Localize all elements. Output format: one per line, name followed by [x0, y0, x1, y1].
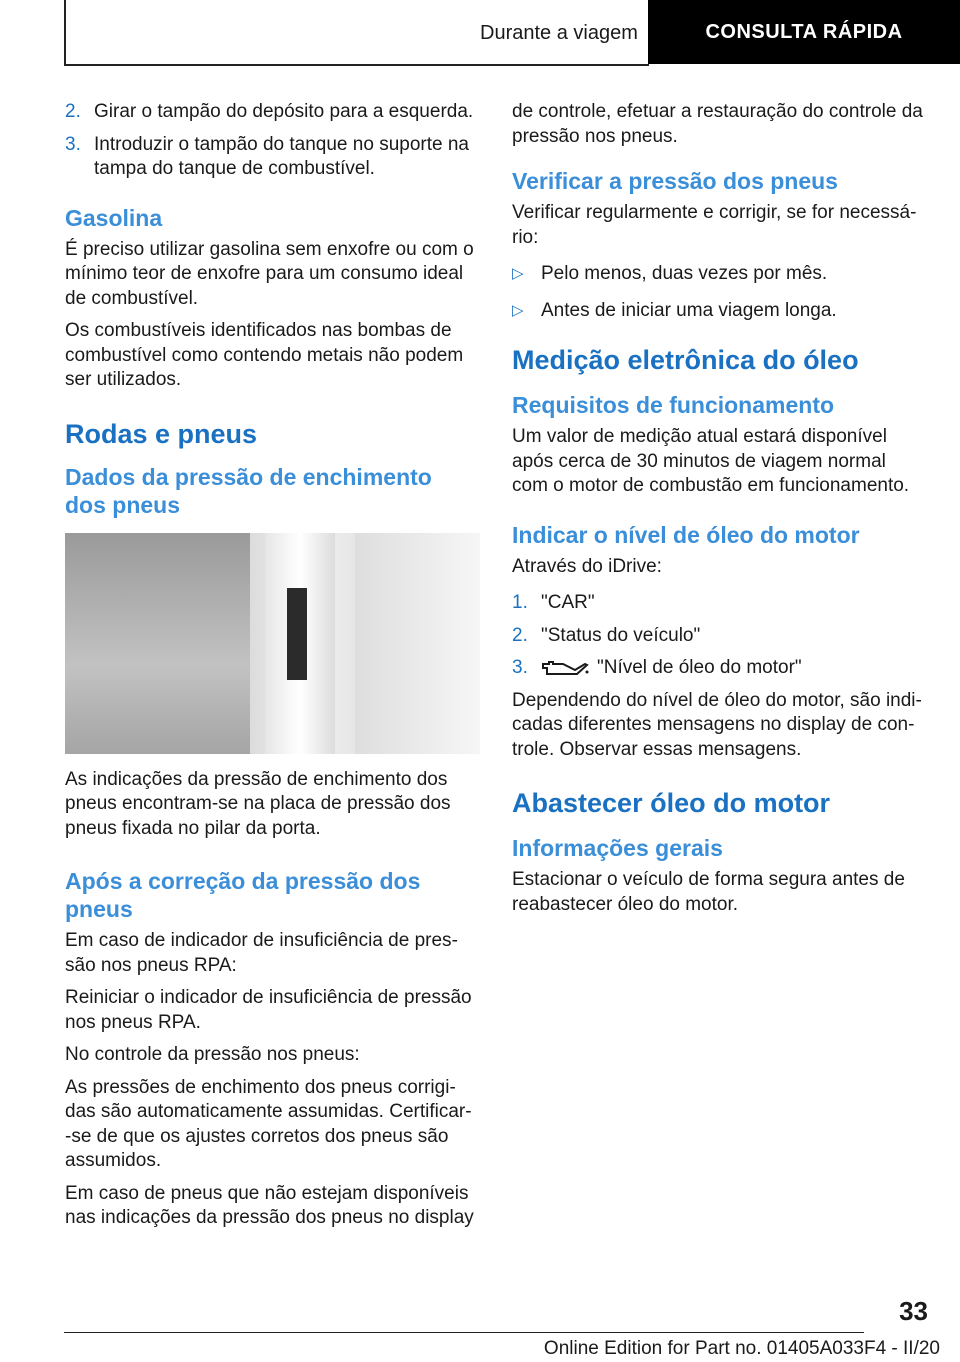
heading-verificar: Verificar a pressão dos pneus	[512, 168, 838, 194]
paragraph: de controle, efetuar a restauração do controle da pressão nos pneus.	[512, 101, 923, 147]
paragraph: É preciso utilizar gasolina sem enxofre ou com o mínimo teor de enxofre para um consumo ideal de combustível.	[65, 238, 474, 309]
list-item	[512, 591, 927, 616]
edition-footer: Online Edition for Part no. 01405A033F4 - II/20	[543, 1338, 940, 1359]
right-column	[512, 100, 927, 925]
paragraph: Dependendo do nível de óleo do motor, são indicadas diferentes mensagens no display de controle. Observar essas mensagens.	[512, 689, 922, 760]
heading-apos: Após a correção da pressão dos pneus	[65, 868, 421, 922]
header-tab[interactable]: CONSULTA RÁPIDA	[648, 0, 960, 64]
paragraph: Um valor de medição atual estará disponível após cerca de 30 minutos de viagem normal com o motor de combustão em funcionamento.	[512, 426, 910, 496]
bullet-text: Pelo menos, duas vezes por mês.	[541, 263, 828, 284]
heading-info: Informações gerais	[512, 835, 723, 861]
heading-abastecer: Abastecer óleo do motor	[512, 788, 831, 818]
list-item	[512, 299, 927, 324]
triangle-bullet-icon: ▷	[512, 301, 524, 319]
step-text: Girar o tampão do depósito para a esquerda.	[94, 101, 474, 122]
step-text: "CAR"	[541, 592, 595, 613]
step-number: 2.	[512, 624, 528, 646]
header-section: Durante a viagem	[480, 22, 638, 44]
step-text: "Nível de óleo do motor"	[597, 657, 802, 678]
tire-pressure-plate-image	[65, 533, 480, 754]
paragraph: Em caso de indicador de insuficiência de pressão nos pneus RPA:	[65, 930, 458, 976]
heading-rodas: Rodas e pneus	[65, 418, 258, 449]
heading-gasolina: Gasolina	[65, 204, 163, 231]
footer-rule	[64, 1332, 864, 1333]
paragraph: Verificar regularmente e corrigir, se for necessário:	[512, 202, 917, 248]
step-text: "Status do veículo"	[541, 624, 701, 646]
step-number: 2.	[65, 101, 81, 122]
left-column	[65, 100, 477, 1239]
paragraph: Em caso de pneus que não estejam disponíveis nas indicações da pressão dos pneus no display	[65, 1182, 474, 1228]
bullet-text: Antes de iniciar uma viagem longa.	[541, 299, 837, 321]
heading-dados: Dados da pressão de enchimento dos pneus	[65, 463, 432, 518]
heading-indicar: Indicar o nível de óleo do motor	[512, 521, 860, 548]
list-item	[512, 656, 927, 681]
paragraph: Através do iDrive:	[512, 555, 662, 577]
page-number: 33	[899, 1296, 928, 1326]
heading-medicao: Medição eletrônica do óleo	[512, 345, 859, 375]
list-item	[512, 262, 927, 287]
header-rule-vertical	[64, 0, 66, 64]
list-item	[512, 624, 927, 649]
figure-caption: As indicações da pressão de enchimento dos pneus encontram-se na placa de pressão dos pneus fixada no pilar da porta.	[65, 768, 451, 839]
paragraph: As pressões de enchimento dos pneus corrigidas são automaticamente assumidas. Certificar--se de que os ajustes corretos dos pneus são assumidos.	[65, 1076, 472, 1171]
paragraph: Os combustíveis identificados nas bombas de combustível como contendo metais não podem ser utilizados.	[65, 320, 464, 390]
paragraph: No controle da pressão nos pneus:	[65, 1044, 360, 1065]
step-text: Introduzir o tampão do tanque no suporte na tampa do tanque de combustível.	[94, 133, 469, 179]
triangle-bullet-icon: ▷	[512, 265, 524, 282]
step-number: 3.	[512, 657, 528, 678]
step-number: 3.	[65, 133, 81, 155]
paragraph: Reiniciar o indicador de insuficiência de pressão nos pneus RPA.	[65, 987, 472, 1033]
list-item	[65, 100, 477, 125]
header-rule-horizontal	[64, 64, 649, 66]
list-item	[65, 133, 477, 182]
paragraph: Estacionar o veículo de forma segura antes de reabastecer óleo do motor.	[512, 869, 905, 915]
heading-requisitos: Requisitos de funcionamento	[512, 392, 835, 418]
step-number: 1.	[512, 592, 528, 613]
oil-can-icon	[541, 658, 591, 678]
tire-pressure-plate	[287, 588, 307, 680]
